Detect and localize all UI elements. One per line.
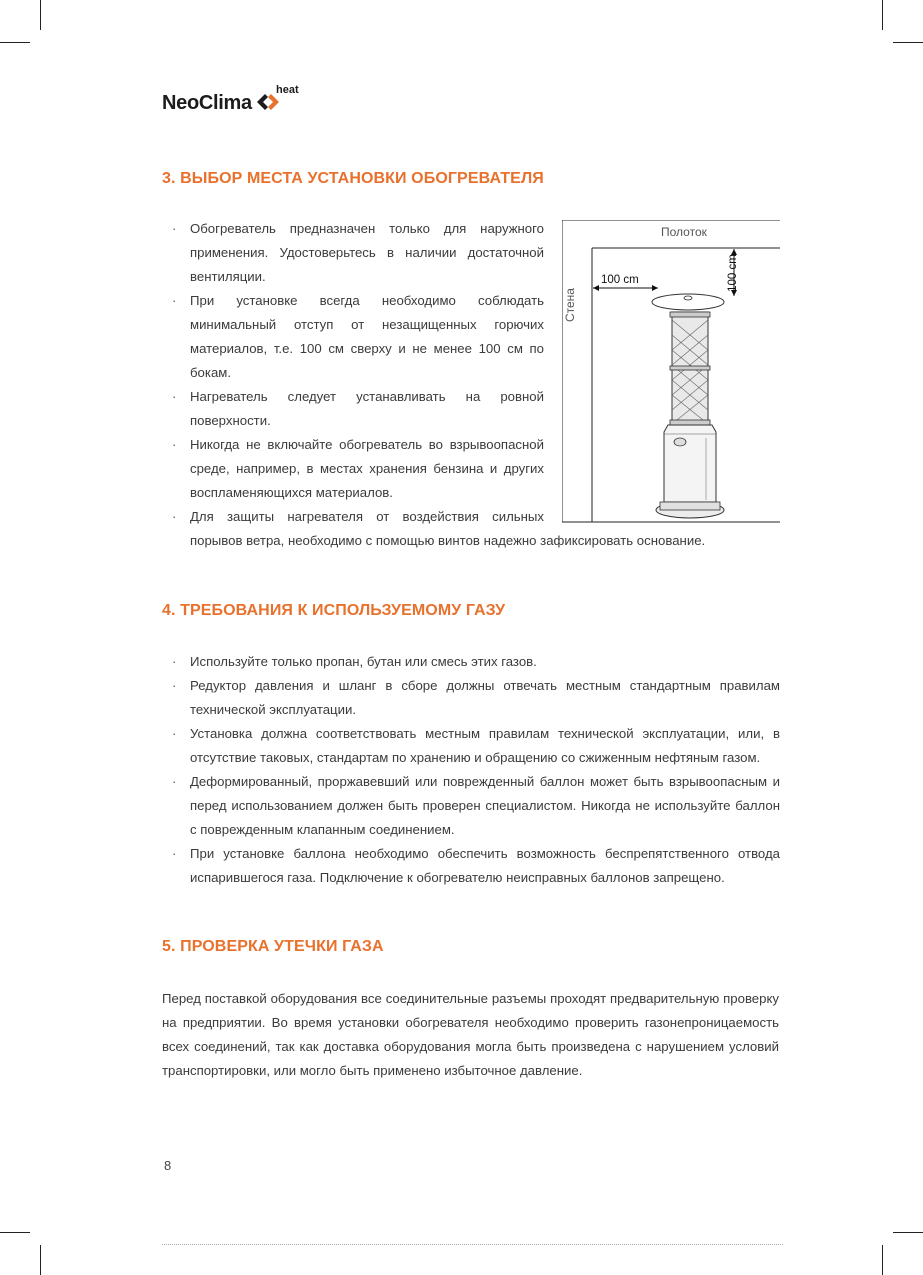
crop-mark	[40, 0, 41, 30]
crop-mark	[0, 1232, 30, 1233]
list-item-continuation: порывов ветра, необходимо с помощью винтов надежно зафиксировать основание.	[190, 533, 706, 548]
section-4-heading: 4. ТРЕБОВАНИЯ К ИСПОЛЬЗУЕМОМУ ГАЗУ	[162, 602, 506, 619]
crop-mark	[882, 0, 883, 30]
heater-clearance-illustration	[562, 220, 784, 524]
brand-name: NeoClima	[162, 92, 252, 114]
list-item: · Используйте только пропан, бутан или смесь этих газов.	[172, 650, 780, 674]
page-number: 8	[164, 1158, 172, 1173]
crop-mark	[0, 42, 30, 43]
footer-dotted-line	[162, 1244, 783, 1245]
section-3-heading: 3. ВЫБОР МЕСТА УСТАНОВКИ ОБОГРЕВАТЕЛЯ	[162, 170, 544, 187]
list-item: · При установке всегда необходимо соблюдать минимальный отступ от незащищенных горючих материалов, т.е. 100 см сверху и не менее 100 см по бокам.	[172, 289, 544, 385]
section-5-paragraph: Перед поставкой оборудования все соединительные разъемы проходят предварительную проверку на предприятии. Во время установки обогревателя необходимо проверить газонепроницаемость всех соединений, так как доставка оборудования могла быть произведена с нарушением условий транспортировки, или могло быть применено избыточное давление.	[162, 991, 779, 1078]
crop-mark	[882, 1245, 883, 1275]
diamond-arrows-icon	[257, 94, 279, 110]
clearance-diagram	[562, 220, 784, 524]
crop-mark	[893, 42, 923, 43]
list-item: · Установка должна соответствовать местным правилам технической эксплуатации, или, в отсутствие таковых, стандартам по хранению и обращению со сжиженным нефтяным газом.	[172, 722, 780, 770]
list-item: · При установке баллона необходимо обеспечить возможность беспрепятственного отвода испарившегося газа. Подключение к обогревателю неисправных баллонов запрещено.	[172, 842, 780, 890]
section-5-heading: 5. ПРОВЕРКА УТЕЧКИ ГАЗА	[162, 938, 384, 955]
list-item: · Для защиты нагревателя от воздействия сильных	[172, 505, 544, 529]
list-item: · Редуктор давления и шланг в сборе должны отвечать местным стандартным правилам технической эксплуатации.	[172, 674, 780, 722]
section-3-list	[172, 217, 544, 529]
list-item: · Обогреватель предназначен только для наружного применения. Удостоверьтесь в наличии достаточной вентиляции.	[172, 217, 544, 289]
list-item: · Деформированный, проржавевший или поврежденный баллон может быть взрывоопасным и перед использованием должен быть проверен специалистом. Никогда не используйте баллон с поврежденным клапанным соединением.	[172, 770, 780, 842]
side-gap-label: 100 cm	[601, 274, 639, 286]
crop-mark	[893, 1232, 923, 1233]
ceiling-label: Полоток	[661, 225, 707, 239]
wall-label: Стена	[563, 288, 577, 323]
top-gap-label: 100 cm	[727, 254, 739, 292]
list-item: · Нагреватель следует устанавливать на ровной поверхности.	[172, 385, 544, 433]
list-item: · Никогда не включайте обогреватель во взрывоопасной среде, например, в местах хранения бензина и других воспламеняющихся материалов.	[172, 433, 544, 505]
section-4-list	[172, 650, 780, 890]
crop-mark	[40, 1245, 41, 1275]
brand-suffix: heat	[276, 84, 299, 96]
